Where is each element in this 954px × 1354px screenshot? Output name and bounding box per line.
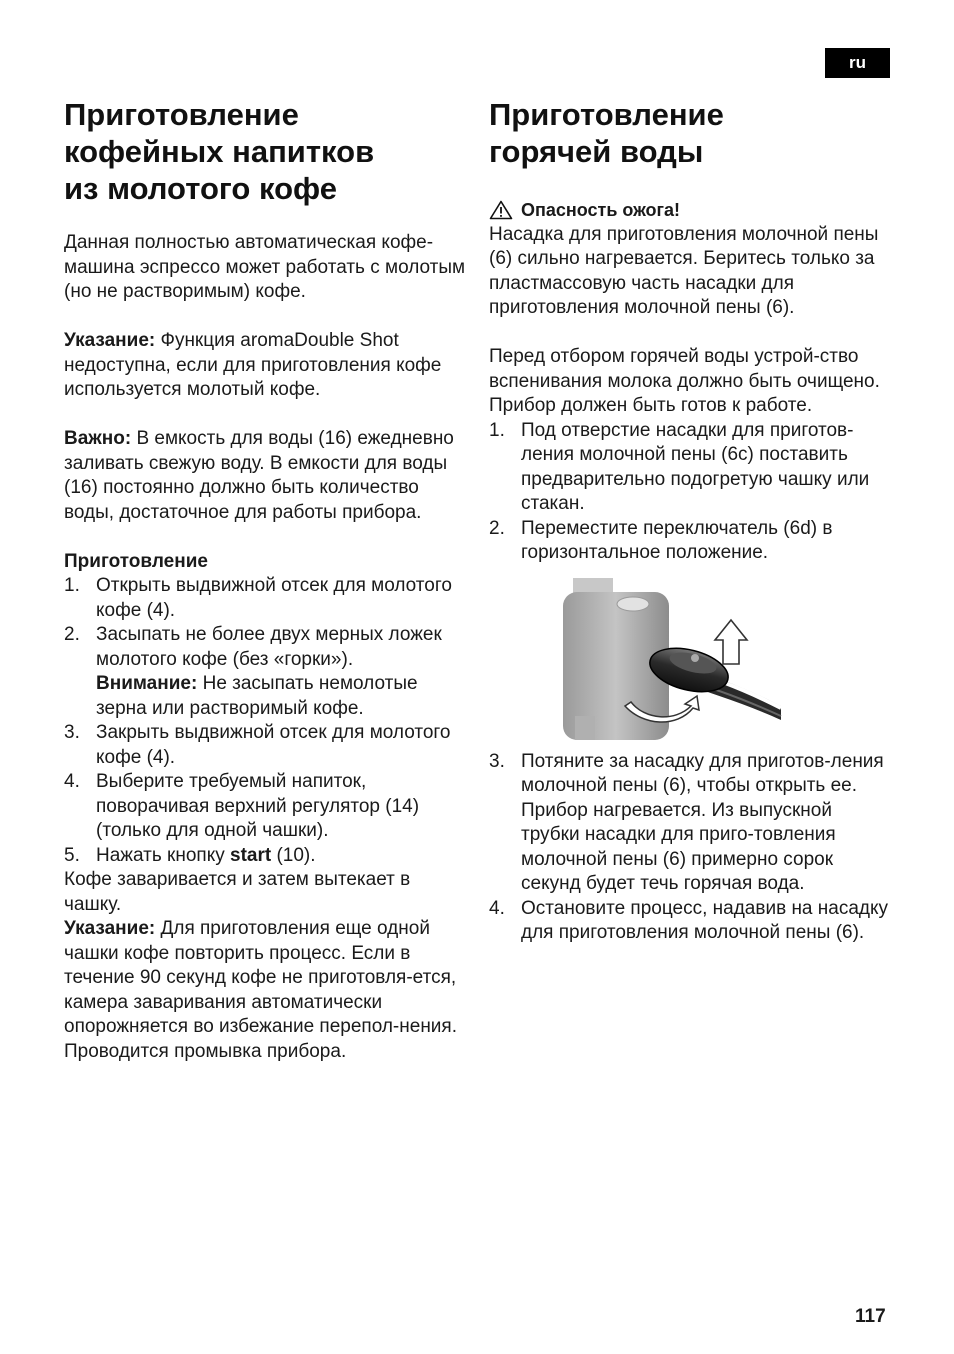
title-line: Приготовление [489,97,724,132]
title-line: кофейных напитков [64,134,375,169]
section-title-ground-coffee [64,96,466,207]
list-item [489,517,894,566]
important-paragraph [64,427,466,525]
list-item [64,574,466,623]
step-body [96,844,466,869]
step-text: Открыть выдвижной отсек для молотого кофе (4). [96,575,452,621]
frother-switch-illustration [525,578,783,740]
note-label: Указание: [64,330,156,351]
step-number: 3. [489,750,505,772]
step-body [96,623,466,721]
title-line: из молотого кофе [64,171,337,206]
preparation-heading: Приготовление [64,550,208,572]
cleaning-paragraph: Перед отбором горячей воды устрой-ство вспенивания молока должно быть очищено. [489,346,880,392]
right-column [489,96,894,946]
step-number: 1. [489,419,505,441]
step-text: (10). [271,844,316,866]
note-text: Для приготовления еще одной чашки кофе повторить процесс. Если в течение 90 секунд кофе не приготовля-ется, камера заваривания автоматически опорожняется во избежание перепол-нения. Проводится промывка прибора. [64,918,457,1062]
note-paragraph [64,917,466,1064]
step-number: 4. [64,771,80,792]
step-number: 5. [64,844,80,866]
warning-triangle-icon [489,200,513,220]
step-text: Закрыть выдвижной отсек для молотого кофе (4). [96,722,451,768]
ready-paragraph: Прибор должен быть готов к работе. [489,395,813,416]
list-item [489,419,894,517]
step-text: Остановите процесс, надавив на насадку для приготовления молочной пены (6). [521,897,889,943]
title-line: Приготовление [64,97,299,132]
list-item [489,750,894,897]
warning-text: Не засыпать немолотые зерна или растворимый кофе. [96,673,418,719]
language-badge: ru [825,48,890,78]
result-paragraph: Кофе заваривается и затем вытекает в чашку. [64,869,411,915]
list-item [64,770,466,844]
burn-warning [489,198,894,223]
note-label: Указание: [64,918,156,939]
step-text: Засыпать не более двух мерных ложек молотого кофе (без «горки»). [96,624,442,670]
preparation-steps [64,574,466,868]
section-title-hot-water [489,96,894,170]
page-number: 117 [855,1306,886,1327]
note-text: Функция aromaDouble Shot недоступна, если для приготовления кофе используется молотый кофе. [64,330,442,400]
step-number: 4. [489,897,505,919]
warning-text: Насадка для приготовления молочной пены (6) сильно нагревается. Беритесь только за пластмассовую часть насадки для приготовления молочной пены (6). [489,223,879,318]
step-number: 1. [64,575,80,596]
step-text: Потяните за насадку для приготов-ления молочной пены (6), чтобы открыть ее. Прибор нагревается. Из выпускной трубки насадки для приго-товления молочной пены (6) примерно сорок секунд будет течь горячая вода. [521,750,884,894]
note-paragraph [64,329,466,403]
start-button-label: start [230,844,272,866]
hot-water-steps [489,419,894,566]
list-item [64,721,466,770]
list-item [489,897,894,946]
hot-water-steps-continued [489,750,894,946]
step-number: 3. [64,722,80,743]
important-text: В емкость для воды (16) ежедневно заливать свежую воду. В емкости для воды (16) постоянно должно быть количество воды, достаточное для работы прибора. [64,428,454,523]
list-item [64,623,466,721]
list-item [64,844,466,869]
warning-title: Опасность ожога! [521,200,680,220]
step-number: 2. [489,517,505,539]
step-text: Под отверстие насадки для приготов-ления молочной пены (6c) поставить предварительно подогретую чашку или стакан. [521,419,870,514]
step-text: Выберите требуемый напиток, поворачивая верхний регулятор (14) (только для одной чашки). [96,771,420,841]
step-text: Переместите переключатель (6d) в горизонтальное положение. [521,517,833,563]
important-label: Важно: [64,428,132,449]
left-column [64,96,466,1064]
title-line: горячей воды [489,134,704,169]
step-number: 2. [64,624,80,645]
intro-paragraph: Данная полностью автоматическая кофе-машина эспрессо может работать с молотым (но не растворимым) кофе. [64,232,466,302]
step-text: Нажать кнопку [96,844,230,866]
warning-label: Внимание: [96,673,198,694]
